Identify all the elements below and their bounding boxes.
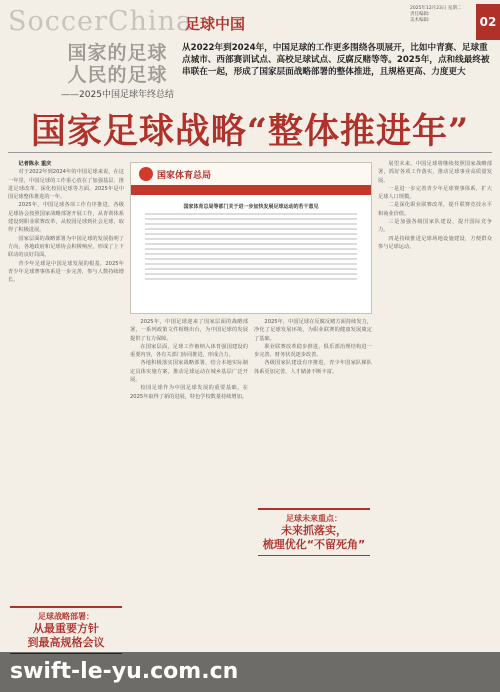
paragraph: 对于2022年到2024年的中国足球来说，在这一年里，中国足球的工作重心放在了加强基层、推进足球改革、深化校园足球等方面，2025年是中国足球整体推进的一年。 xyxy=(8,169,124,201)
subhead-line-2: 到最高规格会议 xyxy=(27,636,105,649)
subhead-line-2: 梳理优化“不留死角” xyxy=(262,538,366,551)
article-column-4 xyxy=(378,160,492,650)
document-title: 国家体育总局等部门关于进一步加快发展足球运动的若干意见 xyxy=(183,204,319,210)
designer-credit: 美术编辑: xyxy=(410,18,430,23)
paragraph: 校园足球作为中国足球发展的重要基础，在2025年取得了新的进展，特色学校数量持续增加。 xyxy=(130,385,248,400)
document-text-lines xyxy=(131,213,371,280)
subhead-line-1: 从最重要方针 xyxy=(33,622,99,635)
kicker-subtitle: ——2025中国足球年终总结 xyxy=(61,90,174,100)
paragraph: 展望未来，中国足球将继续按照国家战略部署，抓好各项工作落实，推动足球事业高质量发展。 xyxy=(378,161,492,184)
headline: 国家足球战略“整体推进年” xyxy=(30,111,470,152)
paragraph: 四是持续推进足球场地设施建设，方便群众参与足球运动。 xyxy=(378,235,492,250)
headline-divider xyxy=(8,152,492,153)
section-kicker xyxy=(60,42,175,100)
issue-info xyxy=(410,6,468,24)
paragraph: 一是进一步完善青少年足球赛事体系，扩大足球人口规模。 xyxy=(378,185,492,201)
kicker-line-1: 国家的足球 xyxy=(67,42,168,64)
site-watermark: swift-le-yu.com.cn xyxy=(0,652,500,692)
subhead-label: 足球未来重点： xyxy=(286,514,342,523)
kicker-line-2: 人民的足球 xyxy=(67,64,168,86)
paragraph: 2025年，中国足球各项工作有序推进，各级足球协会按照国家战略部署开展工作，从青训体系建设到职业联赛改革，从校园足球到社会足球，取得了积极进展。 xyxy=(8,202,124,234)
paragraph: 各级国家队建设有序推进，青少年国家队梯队体系更加完善，人才储备不断丰富。 xyxy=(254,360,372,375)
article-column-1 xyxy=(8,160,124,605)
brand-chinese: 足球中国 xyxy=(185,15,246,33)
gov-site-header xyxy=(131,163,371,187)
intro-summary: 从2022年到2024年，中国足球的工作更多围绕各项展开，比如中青赛、足球重点城市、西部赛训试点、高校足球试点、反腐反赌等等。2025年，点和线最终被串联在一起，形成了国家层面战略部署的整体推进，且规格更高、力度更大 xyxy=(182,43,490,77)
subhead-line-1: 未来抓落实， xyxy=(281,524,347,537)
page-number: 02 xyxy=(476,4,500,40)
masthead xyxy=(0,0,500,44)
editor-credit: 责任编辑: xyxy=(410,12,430,17)
article-column-2 xyxy=(130,318,248,653)
gov-nav-bar xyxy=(131,187,371,195)
paragraph: 三是加强各级国家队建设，提升国际竞争力。 xyxy=(378,219,492,234)
subhead-future xyxy=(258,508,370,556)
paragraph: 在国家层面，足球工作被纳入体育强国建设的重要内容，各有关部门协同推进，形成合力。 xyxy=(130,343,248,359)
byline: 记者陈永 重庆 xyxy=(18,161,52,167)
issue-date: 2025年12月23日 星期二 xyxy=(410,6,462,11)
document-screenshot-photo xyxy=(130,162,372,314)
brand-english: SoccerChina xyxy=(8,6,194,37)
paragraph: 各地积极落实国家战略部署，结合本地实际制定具体实施方案，推动足球运动在城乡基层广泛开展。 xyxy=(130,360,248,384)
gov-site-title: 国家体育总局 xyxy=(157,170,212,181)
paragraph: 2025年，中国足球在反腐反赌方面持续发力，净化了足球发展环境，为职业联赛的健康发展奠定了基础。 xyxy=(254,319,372,342)
paragraph: 职业联赛改革稳步推进，俱乐部治理结构进一步完善，财务状况逐步改善。 xyxy=(254,343,372,359)
paragraph: 二是深化职业联赛改革，提升联赛竞技水平和商业价值。 xyxy=(378,202,492,217)
paragraph: 2025年，中国足球迎来了国家层面的战略部署，一系列政策文件相继出台，为中国足球的发展提供了有力保障。 xyxy=(130,319,248,342)
subhead-strategy xyxy=(10,606,122,654)
article-column-3 xyxy=(254,318,372,508)
paragraph: 青少年足球是中国足球发展的根基，2025年青少年足球赛事体系进一步完善，参与人数持续增长。 xyxy=(8,260,124,284)
paragraph: 国家层面的战略部署为中国足球的发展指明了方向，各地政府和足球协会积极响应，形成了上下联动的良好局面。 xyxy=(8,235,124,259)
national-emblem-icon xyxy=(139,167,153,181)
subhead-label: 足球战略部署： xyxy=(38,612,94,621)
